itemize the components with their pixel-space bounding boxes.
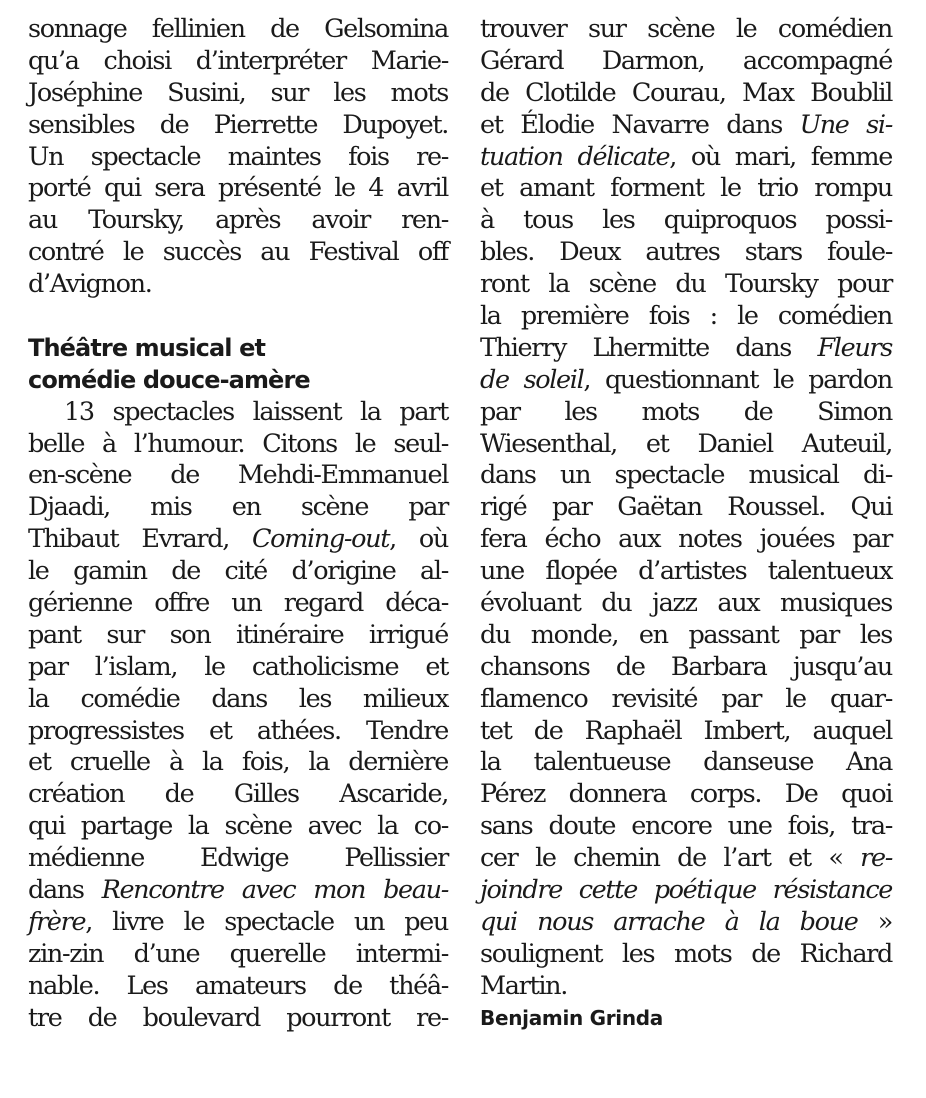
text-run: et Élodie Navarre dans (480, 109, 800, 140)
text-line: 13 spectacles laissent la part (64, 396, 448, 427)
text-line: une flopée d’artistes talentueux (480, 556, 892, 587)
title-italic: Fleurs (817, 332, 892, 363)
text-line: Wiesenthal, et Daniel Auteuil, (480, 428, 892, 459)
text-line (480, 142, 892, 174)
text-line: qu’a choisi d’interpréter Marie- (28, 45, 448, 76)
text-line: sensibles de Pierrette Dupoyet. (28, 109, 448, 140)
paragraph-spacer (28, 301, 448, 333)
text-line: sonnage fellinien de Gelsomina (28, 14, 448, 44)
article-column-left (28, 14, 448, 1035)
section-heading-line: Théâtre musical et (28, 333, 266, 362)
text-line: dans un spectacle musical di- (480, 460, 892, 491)
text-line: la première fois : le comédien (480, 301, 892, 332)
text-line: et cruelle à la fois, la dernière (28, 747, 448, 778)
quote-italic: qui nous arrache à la boue (480, 906, 858, 937)
text-line: de Clotilde Courau, Max Boublil (480, 77, 892, 108)
quote-italic: joindre cette poétique résistance (480, 875, 892, 906)
text-run: cer le chemin de l’art et « (480, 843, 861, 874)
text-run: , où mari, femme (669, 141, 892, 172)
text-run: , livre le spectacle un peu (85, 906, 448, 937)
text-line: médienne Edwige Pellissier (28, 843, 448, 874)
text-line: bles. Deux autres stars foule- (480, 237, 892, 268)
quote-italic: re- (860, 843, 892, 874)
text-line: nable. Les amateurs de théâ- (28, 970, 448, 1001)
text-line (480, 875, 892, 907)
text-line (480, 110, 892, 142)
text-line: ront la scène du Toursky pour (480, 269, 892, 300)
text-line: à tous les quiproquos possi- (480, 205, 892, 236)
text-line: la talentueuse danseuse Ana (480, 747, 892, 778)
text-line (28, 524, 448, 556)
text-run: Thierry Lhermitte dans (480, 332, 818, 363)
text-run: dans (28, 875, 102, 906)
title-italic: Une si- (799, 109, 892, 140)
text-line: et amant forment le trio rompu (480, 173, 892, 204)
text-line: d’Avignon. (28, 269, 152, 300)
text-line: fera écho aux notes jouées par (480, 524, 892, 555)
text-line: tet de Raphaël Imbert, auquel (480, 715, 892, 746)
section-heading-line: comédie douce-amère (28, 365, 310, 394)
text-run: Thibaut Evrard, (28, 524, 253, 555)
text-line: Martin. (480, 970, 567, 1001)
text-line (480, 907, 892, 939)
text-line (480, 333, 892, 365)
text-line: du monde, en passant par les (480, 619, 892, 650)
title-italic: frère (28, 906, 86, 937)
text-line: Pérez donnera corps. De quoi (480, 779, 892, 810)
text-line: Joséphine Susini, sur les mots (28, 77, 448, 108)
text-line: sans doute encore une fois, tra- (480, 811, 892, 842)
text-line: le gamin de cité d’origine al- (28, 556, 448, 587)
text-line: qui partage la scène avec la co- (28, 811, 448, 842)
text-line: pant sur son itinéraire irrigué (28, 619, 448, 650)
text-line: porté qui sera présenté le 4 avril (28, 173, 448, 204)
text-line: soulignent les mots de Richard (480, 938, 892, 969)
text-line: contré le succès au Festival off (28, 237, 448, 268)
text-line: zin-zin d’une querelle intermi- (28, 938, 448, 969)
text-line: trouver sur scène le comédien (480, 14, 892, 44)
text-line: Gérard Darmon, accompagné (480, 45, 892, 76)
text-line: rigé par Gaëtan Roussel. Qui (480, 492, 892, 523)
text-line (28, 875, 448, 907)
text-line: gérienne offre un regard déca- (28, 588, 448, 619)
text-run: , questionnant le pardon (583, 364, 892, 395)
text-line: progressistes et athées. Tendre (28, 715, 448, 746)
text-line: la comédie dans les milieux (28, 683, 448, 714)
author-byline: Benjamin Grinda (480, 1005, 663, 1030)
text-line (480, 365, 892, 397)
text-line: Djaadi, mis en scène par (28, 492, 448, 523)
text-line (480, 843, 892, 875)
title-italic: tuation délicate (480, 141, 670, 172)
title-italic: Rencontre avec mon beau- (101, 875, 448, 906)
text-line: évoluant du jazz aux musiques (480, 588, 892, 619)
text-line: tre de boulevard pourront re- (28, 1002, 448, 1033)
text-line (28, 907, 448, 939)
text-line: par l’islam, le catholicisme et (28, 651, 448, 682)
text-line: en-scène de Mehdi-Emmanuel (28, 460, 448, 491)
text-line: flamenco revisité par le quar- (480, 683, 892, 714)
title-italic: de soleil (480, 364, 584, 395)
text-line: par les mots de Simon (480, 396, 892, 427)
text-line: Un spectacle maintes fois re- (28, 141, 448, 172)
text-run: » (857, 906, 892, 937)
text-line: au Toursky, après avoir ren- (28, 205, 448, 236)
text-line: création de Gilles Ascaride, (28, 779, 448, 810)
text-line: chansons de Barbara jusqu’au (480, 651, 892, 682)
title-italic: Coming-out (252, 524, 390, 555)
text-line: belle à l’humour. Citons le seul- (28, 428, 448, 459)
text-run: , où (389, 524, 448, 555)
article-column-right (480, 14, 892, 1035)
